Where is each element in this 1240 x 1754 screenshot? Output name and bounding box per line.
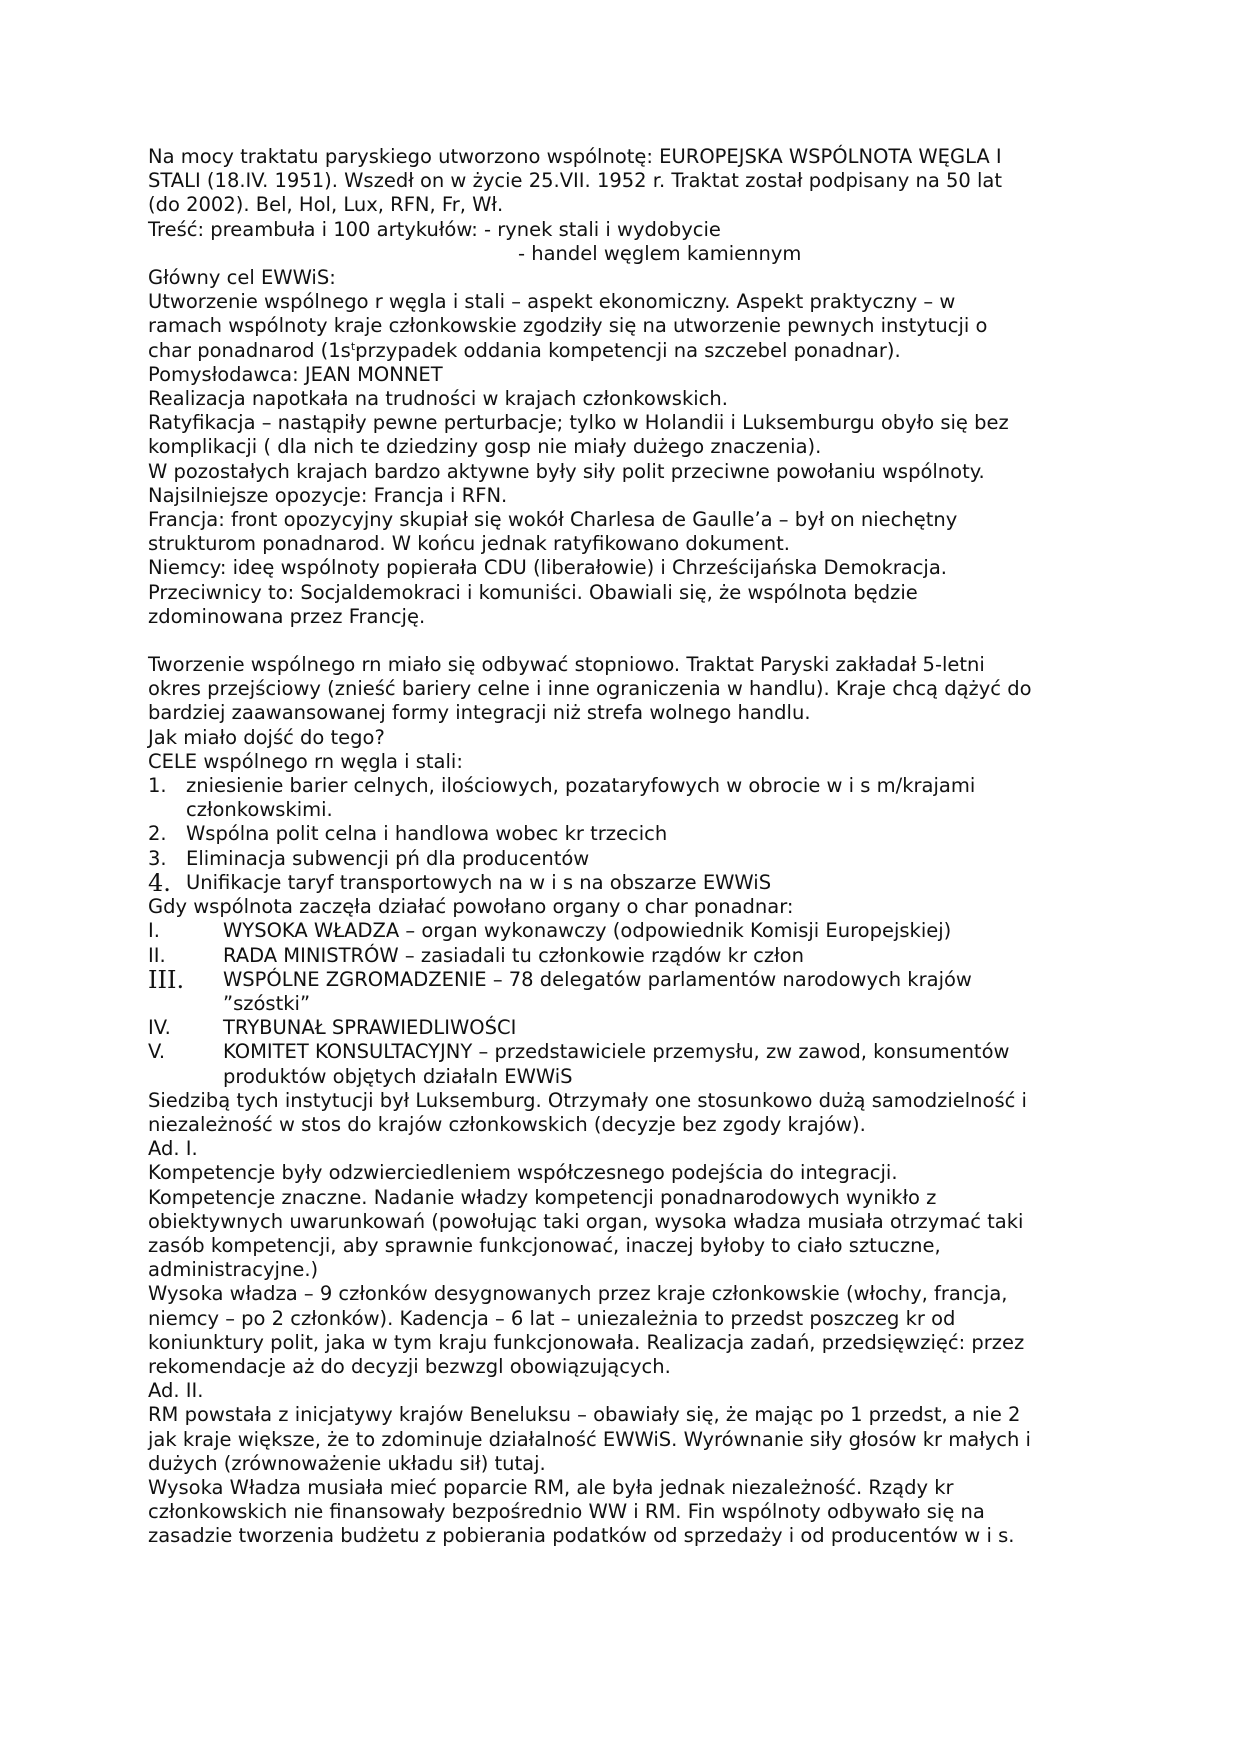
text-line: Utworzenie wspólnego r węgla i stali – aspekt ekonomiczny. Aspekt praktyczny – w — [148, 290, 956, 314]
text-line: Niemcy: ideę wspólnoty popierała CDU (liberałowie) i Chrześcijańska Demokracja. — [148, 556, 947, 580]
text-line: Ad. II. — [148, 1379, 204, 1403]
text-line: strukturom ponadnarod. W końcu jednak ratyfikowano dokument. — [148, 532, 790, 556]
text-line: Jak miało dojść do tego? — [148, 725, 385, 749]
list-text-line: TRYBUNAŁ SPRAWIEDLIWOŚCI — [223, 1016, 517, 1040]
list-text — [223, 944, 1108, 968]
text-line: zasadzie tworzenia budżetu z pobierania podatków od sprzedaży i od producentów w i s. — [148, 1524, 1015, 1548]
text-line: Ratyfikacja – nastąpiły pewne perturbacje; tylko w Holandii i Luksemburgu obyło się bez — [148, 411, 1009, 435]
text-line: rekomendacje aż do decyzji bezwzgl obowiązujących. — [148, 1354, 671, 1378]
organ-item — [148, 1016, 1108, 1040]
text-line: Przeciwnicy to: Socjaldemokraci i komuniści. Obawiali się, że wspólnota będzie — [148, 580, 918, 604]
text-line: komplikacji ( dla nich te dziedziny gosp nie miały dużego znaczenia). — [148, 435, 822, 459]
text-line: niemcy – po 2 członków). Kadencja – 6 lat – uniezależnia to przedst poszczeg kr od — [148, 1306, 956, 1330]
text-fragment: char ponadnarod (1s — [148, 338, 351, 362]
text-line: W pozostałych krajach bardzo aktywne były siły polit przeciwne powołaniu wspólnoty. — [148, 459, 985, 483]
text-line: członkowskich nie finansowały bezpośrednio WW i RM. Fin wspólnoty odbywało się na — [148, 1500, 985, 1524]
list-text-line: zniesienie barier celnych, ilościowych, pozataryfowych w obrocie w i s m/krajami — [186, 774, 976, 798]
goals-list — [148, 774, 1108, 895]
text-line: Najsilniejsze opozycje: Francja i RFN. — [148, 483, 508, 507]
goal-item — [148, 822, 1108, 846]
text-line: Siedzibą tych instytucji był Luksemburg. Otrzymały one stosunkowo dużą samodzielność i — [148, 1088, 1027, 1112]
blank-line — [148, 629, 1108, 653]
organ-item — [148, 919, 1108, 943]
text-line: Kompetencje znaczne. Nadanie władzy kompetencji ponadnarodowych wynikło z — [148, 1185, 937, 1209]
text-line: Wysoka Władza musiała mieć poparcie RM, ale była jednak niezależność. Rządy kr — [148, 1475, 954, 1499]
paragraph-ratification — [148, 363, 1108, 629]
text-fragment: przypadek oddania kompetencji na szczebel ponadnar). — [355, 338, 901, 362]
list-text — [186, 774, 1108, 822]
list-text — [186, 871, 1108, 895]
goal-item — [148, 868, 1108, 897]
text-line: zasób kompetencji, aby sprawnie funkcjonować, inaczej byłoby to ciało sztuczne, — [148, 1233, 941, 1257]
organs-intro: Gdy wspólnota zaczęła działać powołano organy o char ponadnar: — [148, 895, 794, 919]
list-text-line: ”szóstki” — [223, 991, 311, 1015]
text-line-with-superscript — [148, 339, 1108, 363]
list-text-line: Wspólna polit celna i handlowa wobec kr trzecich — [186, 822, 668, 846]
list-text-line: Eliminacja subwencji pń dla producentów — [186, 846, 590, 870]
list-number: II. — [148, 943, 166, 967]
list-text — [223, 1040, 1108, 1088]
goal-item — [148, 847, 1108, 871]
text-line: okres przejściowy (znieść bariery celne i inne ograniczenia w handlu). Kraje chcą dążyć do — [148, 677, 1032, 701]
text-line: niezależność w stos do krajów członkowskich (decyzje bez zgody krajów). — [148, 1112, 866, 1136]
list-number: I. — [148, 919, 160, 943]
list-text-line: KOMITET KONSULTACYJNY – przedstawiciele przemysłu, zw zawod, konsumentów — [223, 1040, 1010, 1064]
text-line: STALI (18.IV. 1951). Wszedł on w życie 25.VII. 1952 r. Traktat został podpisany na 50 lat — [148, 169, 1003, 193]
text-line: dużych (zrównoważenie układu sił) tutaj. — [148, 1451, 546, 1475]
organ-item — [148, 1040, 1108, 1088]
list-number: 4. — [148, 868, 171, 897]
document-page — [148, 145, 1108, 1549]
list-number: III. — [148, 965, 185, 994]
list-text — [223, 968, 1108, 1016]
text-line: Realizacja napotkała na trudności w krajach członkowskich. — [148, 387, 728, 411]
text-line: Ad. I. — [148, 1137, 198, 1161]
organ-item — [148, 944, 1108, 968]
tresc-line: Treść: preambuła i 100 artykułów: - rynek stali i wydobycie — [148, 217, 721, 241]
list-text-line: RADA MINISTRÓW – zasiadali tu członkowie rządów kr człon — [223, 943, 804, 967]
text-line: Pomysłodawca: JEAN MONNET — [148, 362, 443, 386]
list-text — [223, 1016, 1108, 1040]
paragraph-details — [148, 1089, 1108, 1549]
tresc-second-line: - handel węglem kamiennym — [518, 241, 802, 265]
list-number: 2. — [148, 822, 167, 846]
list-text-line: produktów objętych działaln EWWiS — [223, 1064, 573, 1088]
list-text — [186, 847, 1108, 871]
text-line: zdominowana przez Francję. — [148, 604, 426, 628]
text-line: jak kraje większe, że to zdominuje działalność EWWiS. Wyrównanie siły głosów kr małych i — [148, 1427, 1031, 1451]
superscript: t — [350, 339, 356, 353]
list-text-line: WYSOKA WŁADZA – organ wykonawczy (odpowiednik Komisji Europejskiej) — [223, 919, 952, 943]
text-line: ramach wspólnoty kraje członkowskie zgodziły się na utworzenie pewnych instytucji o — [148, 314, 988, 338]
paragraph-common-market — [148, 653, 1108, 774]
list-text-line: WSPÓLNE ZGROMADZENIE – 78 delegatów parlamentów narodowych krajów — [223, 967, 972, 991]
text-line: Wysoka władza – 9 członków desygnowanych przez kraje członkowskie (włochy, francja, — [148, 1282, 1008, 1306]
list-number: 3. — [148, 846, 167, 870]
text-line: Tworzenie wspólnego rn miało się odbywać stopniowo. Traktat Paryski zakładał 5-letni — [148, 653, 985, 677]
text-line: bardziej zaawansowanej formy integracji niż strefa wolnego handlu. — [148, 701, 811, 725]
list-text — [186, 822, 1108, 846]
cel-heading: Główny cel EWWiS: — [148, 266, 336, 290]
text-line: (do 2002). Bel, Hol, Lux, RFN, Fr, Wł. — [148, 193, 504, 217]
text-line: administracyjne.) — [148, 1258, 319, 1282]
text-line: Kompetencje były odzwierciedleniem współczesnego podejścia do integracji. — [148, 1161, 898, 1185]
text-line: RM powstała z inicjatywy krajów Beneluksu – obawiały się, że mając po 1 przedst, a nie 2 — [148, 1403, 1021, 1427]
list-number: 1. — [148, 774, 167, 798]
list-text — [223, 919, 1108, 943]
text-line: Na mocy traktatu paryskiego utworzono wspólnotę: EUROPEJSKA WSPÓLNOTA WĘGLA I — [148, 145, 1002, 168]
organ-item — [148, 965, 1108, 1016]
text-line: Francja: front opozycyjny skupiał się wokół Charlesa de Gaulle’a – był on niechętny — [148, 508, 958, 532]
list-text-line: Unifikacje taryf transportowych na w i s na obszarze EWWiS — [186, 870, 772, 894]
text-line: CELE wspólnego rn węgla i stali: — [148, 749, 463, 773]
list-text-line: członkowskimi. — [186, 798, 333, 822]
list-number: V. — [148, 1040, 166, 1064]
goal-item — [148, 774, 1108, 822]
organs-list — [148, 919, 1108, 1088]
list-number: IV. — [148, 1016, 171, 1040]
text-line: obiektywnych uwarunkowań (powołując taki organ, wysoka władza musiała otrzymać taki — [148, 1209, 1024, 1233]
text-line: koniunktury polit, jaka w tym kraju funkcjonowała. Realizacja zadań, przedsięwzięć: przez — [148, 1330, 1025, 1354]
intro-paragraph — [148, 145, 1108, 218]
